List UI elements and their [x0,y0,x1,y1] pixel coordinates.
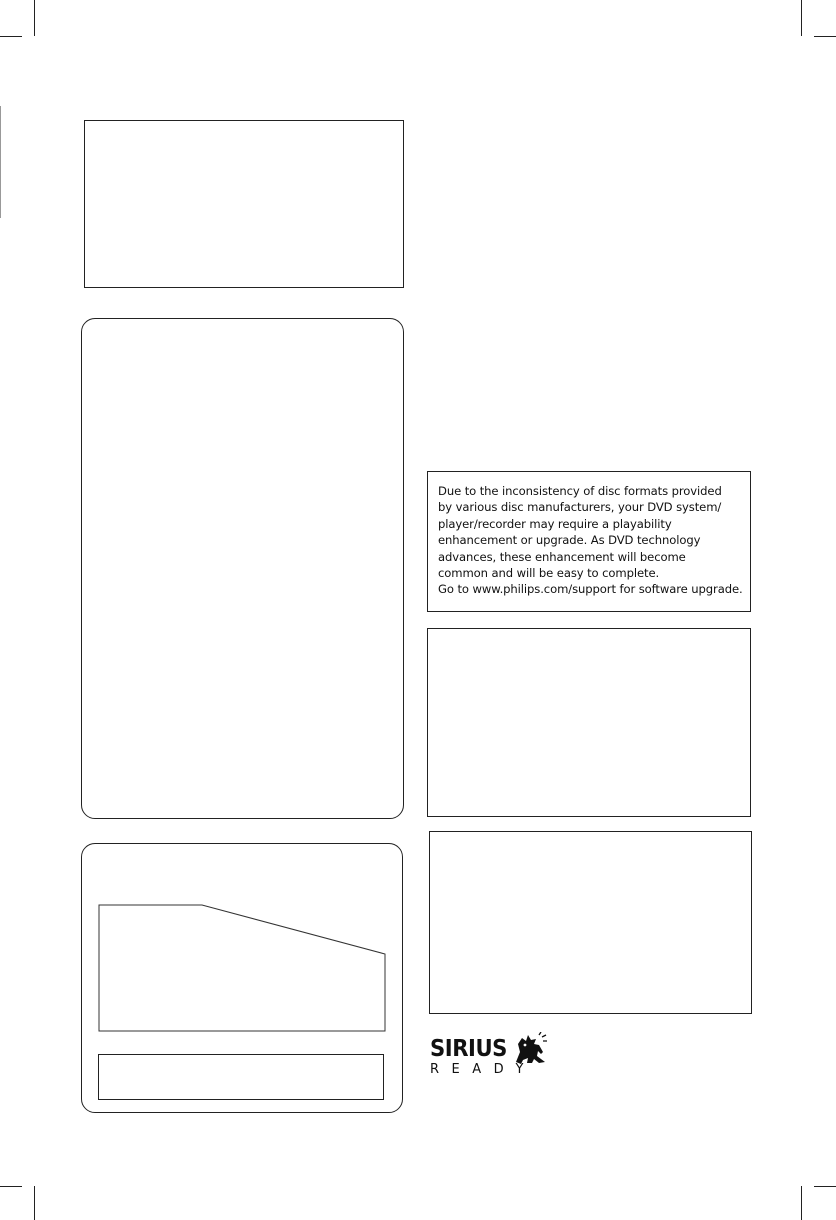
crop-mark-bottom-right-vertical [801,1186,802,1220]
crop-mark-bottom-right-horizontal [814,1186,836,1187]
crop-mark-top-left-horizontal [0,36,22,37]
empty-label-strip [98,1054,384,1100]
empty-box-right-bottom [429,831,752,1014]
label-outline-shape [97,902,387,1034]
label-panel-rounded-box [81,843,403,1113]
empty-box-top-left [84,120,404,288]
margin-line-left [0,106,1,218]
disc-compatibility-notice-text: Due to the inconsistency of disc formats provided by various disc manufacturers, your DVD system/ player/recorder may require a playability enhancement or upgrade. As DVD technology advances, these enhancement will become common and will be easy to complete. Go to www.philips.com/support for software upgrade. [438,484,743,597]
crop-mark-top-left-vertical [34,0,35,36]
empty-rounded-box-left [81,318,404,819]
logo-wordmark: SIRIUS [430,1036,507,1062]
crop-mark-bottom-left-vertical [34,1186,35,1220]
empty-box-right-middle [427,628,751,817]
dog-icon [512,1032,548,1066]
logo-subword: READY [430,1062,536,1077]
crop-mark-top-right-vertical [801,0,802,36]
crop-mark-top-right-horizontal [814,36,836,37]
crop-mark-bottom-left-horizontal [0,1186,22,1187]
